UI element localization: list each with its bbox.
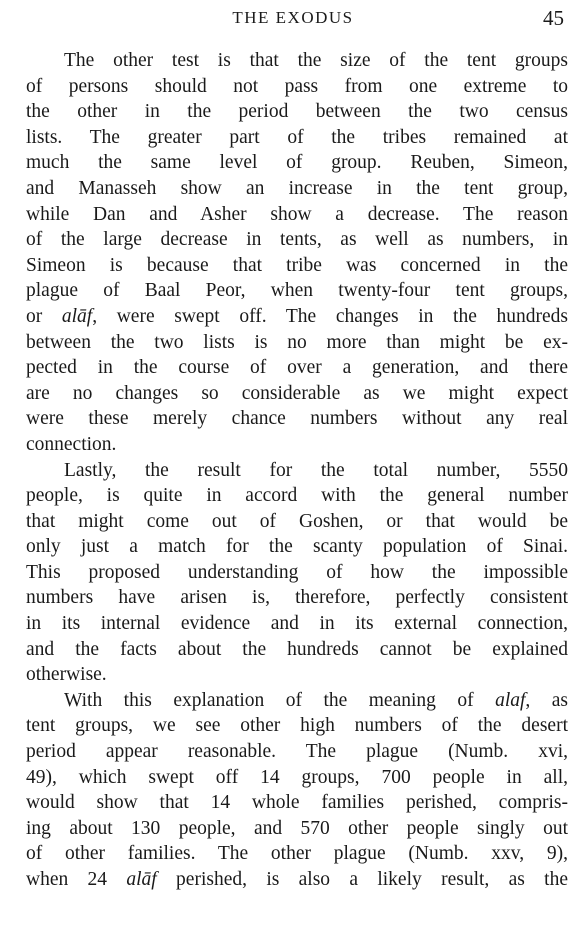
text-line: lists. The greater part of the tribes remained at: [26, 126, 568, 148]
text-line: would show that 14 whole families perished, compris-: [26, 792, 568, 814]
text-line: numbers have arisen is, therefore, perfectly consistent: [26, 587, 568, 609]
italic-term: alāf: [61, 305, 93, 327]
text-line: pected in the course of over a generation, and there: [26, 357, 568, 379]
text-line: people, is quite in accord with the general number: [26, 485, 568, 507]
text-line: of the large decrease in tents, as well as numbers, in: [26, 229, 568, 251]
text-line: Lastly, the result for the total number, 5550: [64, 459, 568, 481]
text-line: The other test is that the size of the tent groups: [64, 50, 568, 71]
text-line: period appear reasonable. The plague (Numb. xvi,: [26, 741, 568, 763]
text-line: tent groups, we see other high numbers of the desert: [26, 715, 568, 737]
text-line: or alāf, were swept off. The changes in the hundreds: [26, 305, 568, 327]
body-text: [26, 48, 568, 893]
text-line: and the facts about the hundreds cannot be explained: [26, 638, 568, 660]
page-number: 45: [543, 6, 564, 30]
text-line: ing about 130 people, and 570 other people singly out: [26, 817, 568, 839]
text-line: between the two lists is no more than might be ex-: [26, 331, 568, 353]
running-head: [0, 6, 586, 34]
text-line: With this explanation of the meaning of alaf, as: [64, 689, 568, 711]
text-line: otherwise.: [26, 664, 107, 686]
text-line: are no changes so considerable as we might expect: [26, 382, 568, 404]
text-line: This proposed understanding of how the impossible: [26, 561, 568, 583]
italic-term: alaf: [495, 689, 526, 711]
text-line: 49), which swept off 14 groups, 700 people in all,: [26, 766, 568, 788]
italic-term: alāf: [126, 869, 157, 890]
text-line: Simeon is because that tribe was concerned in the: [26, 254, 568, 276]
text-line: when 24 alāf perished, is also a likely result, as the: [26, 869, 568, 890]
text-line: plague of Baal Peor, when twenty-four tent groups,: [26, 280, 568, 302]
text-line: much the same level of group. Reuben, Simeon,: [26, 152, 568, 174]
text-line: and Manasseh show an increase in the tent group,: [26, 177, 568, 199]
running-title: THE EXODUS: [232, 8, 354, 27]
text-line: in its internal evidence and in its external connection,: [26, 613, 568, 635]
text-line: of other families. The other plague (Numb. xxv, 9),: [26, 843, 568, 865]
text-line: of persons should not pass from one extreme to: [26, 75, 568, 97]
text-line: the other in the period between the two census: [26, 101, 568, 123]
text-line: that might come out of Goshen, or that would be: [26, 510, 568, 532]
text-line: while Dan and Asher show a decrease. The reason: [26, 203, 568, 225]
text-line: connection.: [26, 433, 117, 455]
text-line: were these merely chance numbers without any real: [26, 408, 568, 430]
text-line: only just a match for the scanty population of Sinai.: [26, 536, 568, 558]
